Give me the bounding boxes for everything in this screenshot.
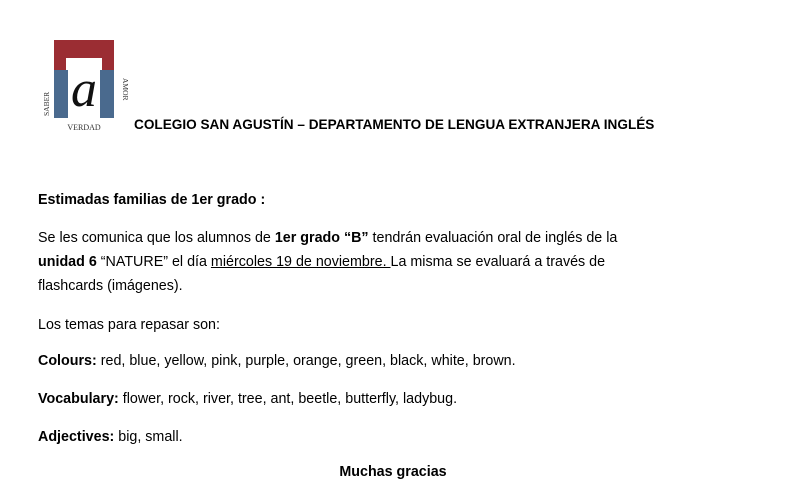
logo-red-bar-top (54, 40, 114, 58)
announcement-text: tendrán evaluación oral de inglés de la (368, 230, 618, 246)
unit-text: unidad 6 (38, 254, 97, 270)
closing: Muchas gracias (339, 464, 447, 480)
adjectives-line (38, 425, 183, 449)
school-title: COLEGIO SAN AGUSTÍN – DEPARTAMENTO DE LENGUA EXTRANJERA INGLÉS (134, 117, 655, 132)
colours-line (38, 349, 516, 373)
vocabulary-line (38, 387, 457, 411)
announcement-text: “NATURE” el día (96, 254, 211, 270)
logo-right-text: AMOR (121, 78, 130, 101)
adjectives-label: Adjectives: (38, 429, 115, 445)
logo-letter: a (71, 61, 97, 118)
colours-text: red, blue, yellow, pink, purple, orange, green, black, white, brown. (96, 353, 516, 369)
announcement-line-2 (38, 250, 605, 274)
announcement-line-3: flashcards (imágenes). (38, 278, 183, 294)
logo-blue-block-right (100, 70, 114, 118)
colours-label: Colours: (38, 353, 97, 369)
logo-red-bar-right (102, 58, 114, 70)
announcement-text: Se les comunica que los alumnos de (38, 230, 275, 246)
school-logo (38, 38, 130, 132)
date-text: miércoles 19 de noviembre. (210, 254, 391, 270)
topics-intro: Los temas para repasar son: (38, 317, 220, 333)
grade-text: 1er grado “B” (274, 230, 369, 246)
logo-bottom-text: VERDAD (67, 123, 101, 132)
announcement-text: La misma se evaluará a través de (390, 254, 606, 270)
greeting: Estimadas familias de 1er grado : (38, 192, 266, 208)
logo-left-text: SABER (42, 91, 51, 116)
announcement-line-1 (38, 226, 617, 250)
adjectives-text: big, small. (114, 429, 183, 445)
vocabulary-text: flower, rock, river, tree, ant, beetle, butterfly, ladybug. (118, 391, 458, 407)
logo-blue-block-left (54, 70, 68, 118)
vocabulary-label: Vocabulary: (38, 391, 119, 407)
logo-red-bar-left (54, 58, 66, 70)
